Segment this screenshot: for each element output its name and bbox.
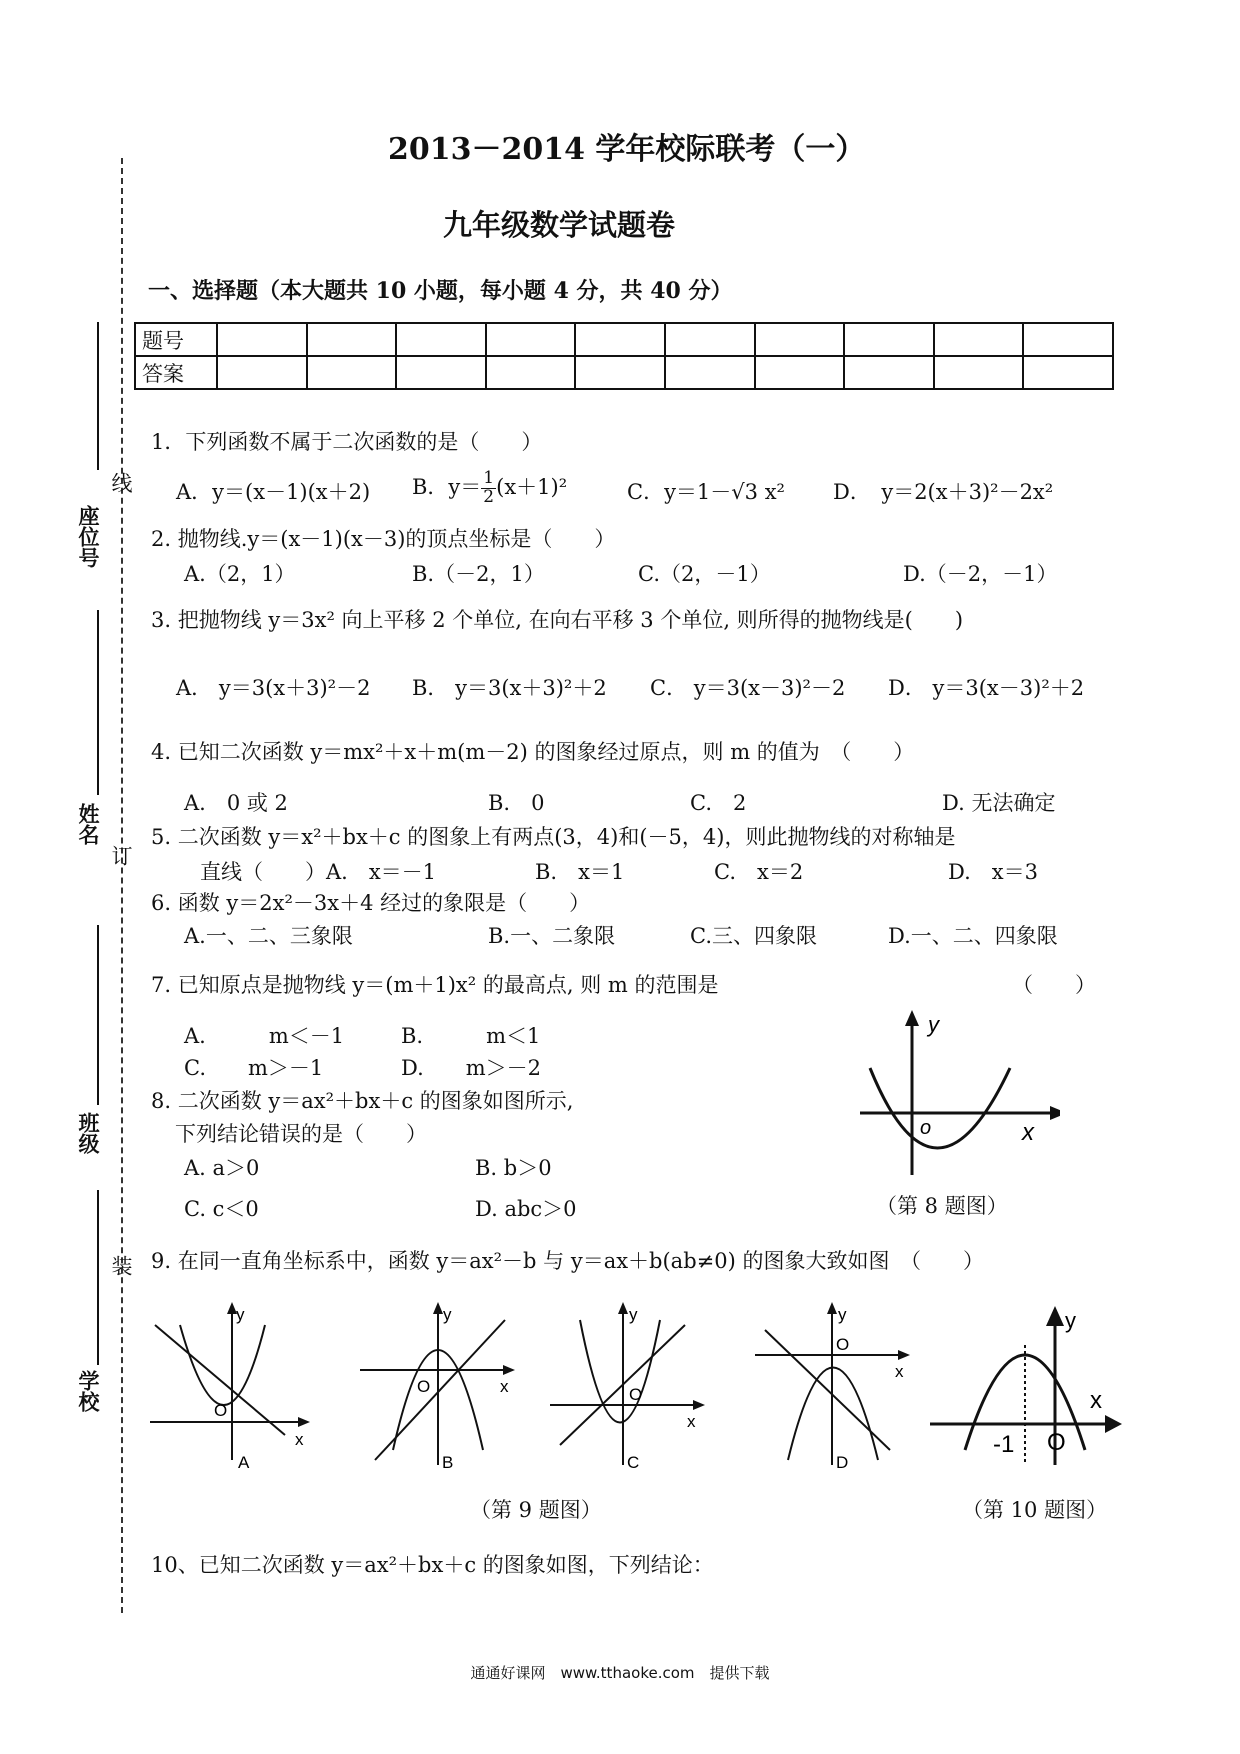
parabola bbox=[180, 1325, 265, 1405]
class-label: 班级 bbox=[76, 1112, 101, 1154]
q5-option-a: 直线（ ）A. x＝－1 bbox=[200, 860, 437, 884]
q5-option-b: B. x＝1 bbox=[535, 860, 625, 884]
q3-option-a: A． y＝3(x＋3)²－2 bbox=[176, 676, 371, 700]
table-cell[interactable] bbox=[755, 356, 845, 389]
y-axis-label: y bbox=[928, 1012, 939, 1037]
table-cell[interactable] bbox=[217, 356, 307, 389]
fraction-denominator: 2 bbox=[483, 486, 495, 507]
q5-stem: 5. 二次函数 y＝x²＋bx＋c 的图象上有两点(3，4)和(－5，4)，则此抛物线的对称轴是 bbox=[151, 825, 956, 849]
graph-label-a: A bbox=[238, 1453, 250, 1470]
origin-label: O bbox=[1047, 1429, 1066, 1456]
q1-option-b bbox=[412, 470, 567, 507]
table-cell[interactable] bbox=[1023, 323, 1113, 356]
q3-option-b: B． y＝3(x＋3)²＋2 bbox=[412, 676, 607, 700]
q7-option-c: C. m＞－1 bbox=[184, 1056, 324, 1080]
fraction-numerator: 1 bbox=[483, 468, 495, 488]
y-axis-label: y bbox=[1065, 1308, 1076, 1333]
school-label: 学校 bbox=[76, 1370, 101, 1412]
q8-option-c: C. c＜0 bbox=[184, 1197, 259, 1221]
q6-option-c: C.三、四象限 bbox=[690, 924, 817, 948]
q9-stem: 9. 在同一直角坐标系中，函数 y＝ax²－b 与 y＝ax＋b(ab≠0) 的图象大致如图 （ ） bbox=[151, 1249, 984, 1273]
q8-stem: 8. 二次函数 y＝ax²＋bx＋c 的图象如图所示, bbox=[151, 1089, 574, 1113]
q6-stem: 6. 函数 y＝2x²－3x＋4 经过的象限是（ ） bbox=[151, 891, 591, 915]
tick-label: -1 bbox=[993, 1431, 1015, 1458]
x-axis-label: x bbox=[1090, 1387, 1102, 1414]
y-axis-label: y bbox=[629, 1305, 638, 1324]
table-cell[interactable] bbox=[934, 356, 1024, 389]
seat-blank-line bbox=[97, 322, 99, 470]
graph-label-d: D bbox=[836, 1453, 849, 1470]
arrow-icon bbox=[433, 1302, 443, 1314]
q2-option-c: C.（2，－1） bbox=[638, 562, 771, 586]
q2-stem: 2. 抛物线.y＝(x－1)(x－3)的顶点坐标是（ ） bbox=[151, 527, 616, 551]
table-cell[interactable] bbox=[665, 323, 755, 356]
q3-option-d: D． y＝3(x－3)²＋2 bbox=[888, 676, 1085, 700]
q9-graph-d bbox=[750, 1300, 920, 1470]
table-header-cell: 题号 bbox=[135, 323, 217, 356]
q10-figure-caption: （第 10 题图） bbox=[962, 1498, 1108, 1522]
q9-graph-c bbox=[545, 1300, 715, 1470]
x-axis-label: x bbox=[500, 1377, 509, 1396]
q4-option-d: D. 无法确定 bbox=[942, 791, 1056, 815]
arrow-icon bbox=[1046, 1306, 1064, 1326]
origin-label: o bbox=[920, 1117, 932, 1139]
q5-option-c: C. x＝2 bbox=[714, 860, 804, 884]
table-row bbox=[135, 356, 1113, 389]
table-cell[interactable] bbox=[934, 323, 1024, 356]
arrow-icon bbox=[693, 1400, 705, 1410]
table-cell[interactable] bbox=[396, 356, 486, 389]
y-axis-label: y bbox=[236, 1305, 245, 1324]
q2-option-d: D.（－2，－1） bbox=[903, 562, 1058, 586]
page-footer: 通通好课网 www.tthaoke.com 提供下载 bbox=[470, 1664, 770, 1682]
q1-option-b-prefix: B．y＝ bbox=[412, 474, 482, 499]
exam-title: 2013－2014 学年校际联考（一） bbox=[388, 132, 866, 167]
graph-label-c: C bbox=[627, 1453, 640, 1470]
x-axis-label: x bbox=[1022, 1119, 1034, 1146]
q5-option-d: D. x＝3 bbox=[948, 860, 1038, 884]
arrow-icon bbox=[1105, 1415, 1122, 1433]
answer-table bbox=[134, 322, 1114, 390]
q4-option-a: A. 0 或 2 bbox=[184, 791, 288, 815]
table-cell[interactable] bbox=[575, 323, 665, 356]
q10-graph bbox=[925, 1300, 1125, 1475]
q7-stem: 7. 已知原点是抛物线 y＝(m＋1)x² 的最高点, 则 m 的范围是 bbox=[151, 973, 719, 997]
arrow-icon bbox=[898, 1350, 910, 1360]
class-blank-line bbox=[97, 925, 99, 1105]
q8-option-b: B. b＞0 bbox=[475, 1156, 552, 1180]
q3-option-c: C． y＝3(x－3)²－2 bbox=[650, 676, 846, 700]
x-axis-label: x bbox=[895, 1362, 904, 1381]
arrow-icon bbox=[905, 1010, 919, 1026]
arrow-icon bbox=[503, 1365, 515, 1375]
line-char: 线 bbox=[109, 472, 133, 493]
arrow-icon bbox=[298, 1417, 310, 1427]
table-cell[interactable] bbox=[575, 356, 665, 389]
table-row bbox=[135, 323, 1113, 356]
y-axis-label: y bbox=[443, 1305, 452, 1324]
q7-option-b: B. m＜1 bbox=[401, 1024, 541, 1048]
q7-answer-paren: （ ） bbox=[1012, 973, 1096, 997]
table-cell[interactable] bbox=[755, 323, 845, 356]
table-cell[interactable] bbox=[844, 356, 934, 389]
table-cell[interactable] bbox=[396, 323, 486, 356]
q9-graph-b bbox=[355, 1300, 525, 1470]
table-cell[interactable] bbox=[307, 323, 397, 356]
q4-option-c: C. 2 bbox=[690, 791, 747, 815]
arrow-icon bbox=[827, 1302, 837, 1314]
q1-stem: 1．下列函数不属于二次函数的是（ ） bbox=[151, 430, 543, 454]
q8-graph bbox=[850, 1010, 1060, 1190]
q2-option-b: B.（－2，1） bbox=[412, 562, 545, 586]
origin-label: O bbox=[836, 1335, 850, 1354]
table-cell[interactable] bbox=[307, 356, 397, 389]
q9-figure-caption: （第 9 题图） bbox=[470, 1498, 602, 1522]
q6-option-b: B.一、二象限 bbox=[488, 924, 616, 948]
school-blank-line bbox=[97, 1190, 99, 1365]
fraction bbox=[481, 470, 496, 507]
section-heading: 一、选择题（本大题共 10 小题，每小题 4 分，共 40 分） bbox=[148, 278, 733, 304]
table-cell[interactable] bbox=[844, 323, 934, 356]
table-cell[interactable] bbox=[1023, 356, 1113, 389]
q4-stem: 4. 已知二次函数 y＝mx²＋x＋m(m－2) 的图象经过原点，则 m 的值为 （ ） bbox=[151, 740, 915, 764]
arrow-icon bbox=[618, 1302, 628, 1314]
table-cell[interactable] bbox=[486, 323, 576, 356]
q1-option-d: D． y＝2(x＋3)²－2x² bbox=[833, 480, 1054, 504]
line-graph bbox=[375, 1320, 505, 1460]
exam-subtitle: 九年级数学试题卷 bbox=[443, 208, 676, 242]
q8-stem-line2: 下列结论错误的是（ ） bbox=[175, 1122, 427, 1146]
origin-label: O bbox=[214, 1401, 228, 1420]
q8-option-a: A. a＞0 bbox=[184, 1156, 260, 1180]
table-cell[interactable] bbox=[486, 356, 576, 389]
name-label: 姓名 bbox=[76, 803, 101, 845]
y-axis-label: y bbox=[838, 1305, 847, 1324]
q6-option-d: D.一、二、四象限 bbox=[888, 924, 1058, 948]
table-cell[interactable] bbox=[665, 356, 755, 389]
q1-option-c: C．y＝1－√3 x² bbox=[627, 480, 785, 504]
q1-option-a: A．y＝(x－1)(x＋2) bbox=[176, 480, 371, 504]
q6-option-a: A.一、二、三象限 bbox=[184, 924, 353, 948]
q3-stem: 3. 把抛物线 y＝3x² 向上平移 2 个单位, 在向右平移 3 个单位, 则所得的抛物线是( ) bbox=[151, 608, 964, 632]
line-graph bbox=[765, 1330, 890, 1450]
origin-label: O bbox=[629, 1385, 643, 1404]
q2-option-a: A.（2，1） bbox=[184, 562, 296, 586]
arrow-icon bbox=[1050, 1106, 1060, 1120]
q10-stem: 10、已知二次函数 y＝ax²＋bx＋c 的图象如图，下列结论： bbox=[151, 1553, 714, 1577]
q7-option-a: A. m＜－1 bbox=[184, 1024, 345, 1048]
q1-option-b-suffix: (x＋1)² bbox=[496, 474, 568, 499]
table-header-cell: 答案 bbox=[135, 356, 217, 389]
name-blank-line bbox=[97, 610, 99, 795]
parabola bbox=[870, 1068, 1010, 1148]
seat-number-label: 座位号 bbox=[76, 505, 101, 568]
q4-option-b: B. 0 bbox=[488, 791, 545, 815]
install-char: 装 bbox=[109, 1255, 133, 1276]
origin-label: O bbox=[417, 1377, 431, 1396]
q9-graph-a bbox=[150, 1300, 310, 1470]
q8-figure-caption: （第 8 题图） bbox=[876, 1194, 1008, 1218]
binding-dashed-line bbox=[121, 158, 123, 1613]
parabola bbox=[580, 1320, 660, 1423]
bind-char: 订 bbox=[109, 845, 133, 866]
q8-option-d: D. abc＞0 bbox=[475, 1197, 577, 1221]
graph-label-b: B bbox=[442, 1453, 454, 1470]
x-axis-label: x bbox=[687, 1412, 696, 1431]
x-axis-label: x bbox=[295, 1430, 304, 1449]
q7-option-d: D. m＞－2 bbox=[401, 1056, 542, 1080]
table-cell[interactable] bbox=[217, 323, 307, 356]
